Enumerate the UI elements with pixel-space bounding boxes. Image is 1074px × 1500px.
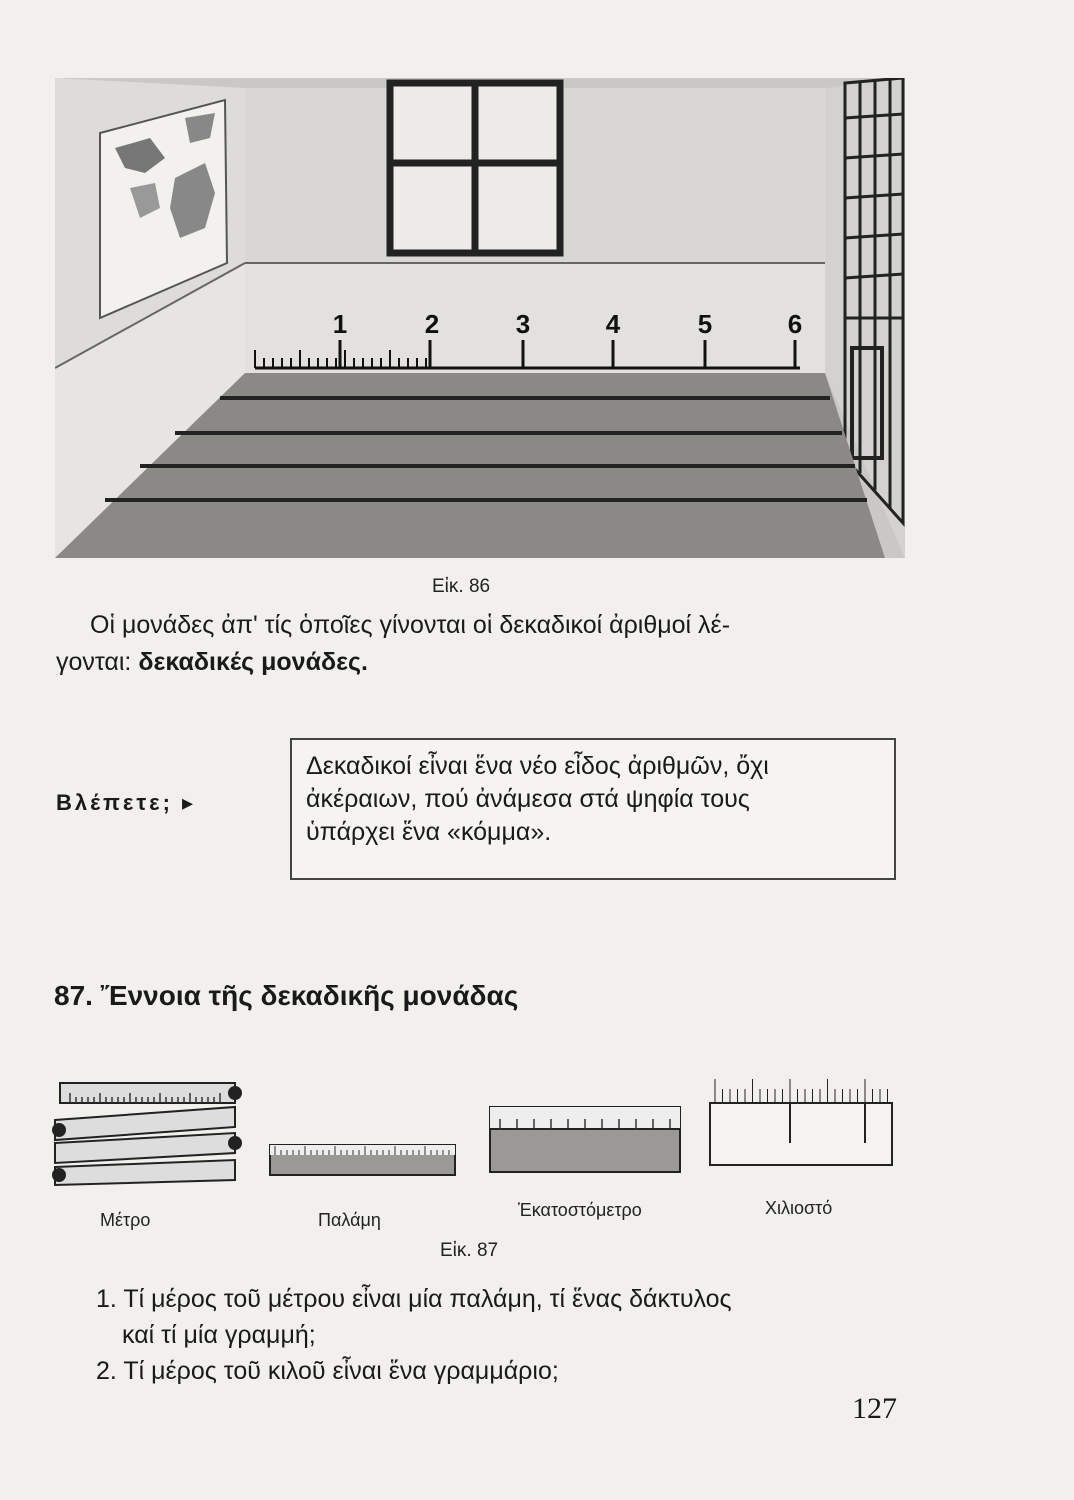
box-line-1: Δεκαδικοί εἶναι ἕνα νέο εἶδος ἀριθμῶν, ὄχι [306, 752, 769, 780]
paragraph-line-2-plain: γονται: [56, 648, 139, 676]
decimeter-ruler [270, 1145, 455, 1175]
definition-box [290, 738, 896, 880]
millimeter-ruler [710, 1079, 892, 1165]
folding-meter [52, 1083, 242, 1185]
label-centimeter: Ἑκατοστόμετρο [518, 1200, 642, 1220]
window [390, 83, 560, 253]
label-palm: Παλάμη [318, 1210, 381, 1230]
question-2: 2. Τί μέρος τοῦ κιλοῦ εἶναι ἕνα γραμμάριο; [96, 1357, 559, 1385]
definition-term: δεκαδικές μονάδες. [138, 648, 368, 676]
figure-86-caption: Εἰκ. 86 [432, 576, 491, 597]
paragraph-line-2 [56, 645, 368, 679]
ruler-mark-6: 6 [787, 309, 803, 339]
notice-label: Βλέπετε; ▸ [56, 790, 197, 815]
figure-87-caption: Εἰκ. 87 [440, 1240, 499, 1261]
paragraph-line-1: Οἱ μονάδες ἀπ' τίς ὁποῖες γίνονται οἱ δεκαδικοί ἀριθμοί λέ- [90, 611, 731, 639]
section-heading: 87. Ἔννοια τῆς δεκαδικῆς μονάδας [54, 980, 519, 1011]
measuring-tools-illustration [45, 1075, 905, 1190]
centimeter-ruler [490, 1107, 680, 1172]
ruler-mark-3: 3 [515, 309, 531, 339]
ruler-mark-4: 4 [605, 309, 621, 339]
page-number: 127 [852, 1392, 897, 1425]
box-line-3: ὑπάρχει ἕνα «κόμμα». [306, 818, 552, 846]
label-millimeter: Χιλιοστό [765, 1198, 833, 1218]
question-1-cont: καί τί μία γραμμή; [122, 1321, 316, 1349]
ruler-mark-1: 1 [332, 309, 348, 339]
box-line-2: ἀκέραιων, πού ἀνάμεσα στά ψηφία τους [306, 785, 750, 813]
ruler-mark-2: 2 [424, 309, 440, 339]
question-1: 1. Τί μέρος τοῦ μέτρου εἶναι μία παλάμη, τί ἕνας δάκτυλος [96, 1285, 732, 1313]
label-meter: Μέτρο [100, 1210, 151, 1230]
arrow-icon: ▸ [182, 790, 197, 815]
ruler-mark-5: 5 [697, 309, 713, 339]
classroom-illustration [55, 78, 905, 558]
